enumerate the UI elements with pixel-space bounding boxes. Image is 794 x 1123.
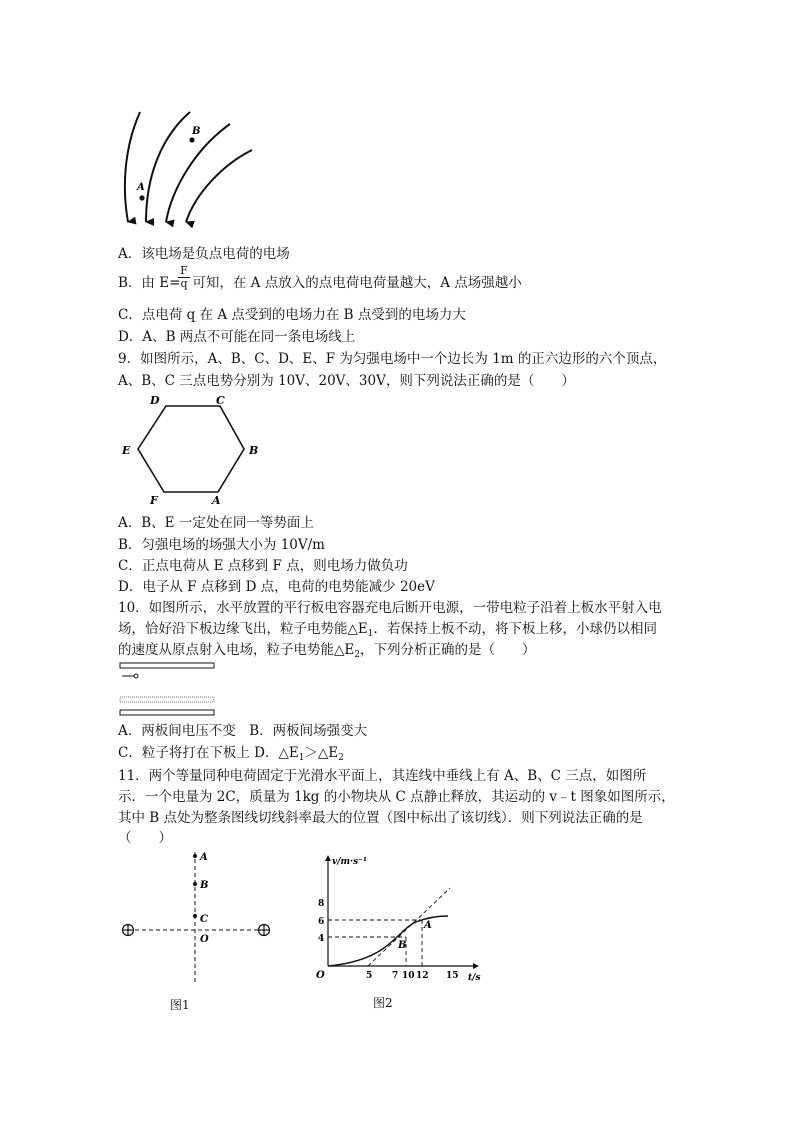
- point-a-label: A: [137, 182, 145, 193]
- fig1-label-b: B: [200, 880, 209, 891]
- field-line-2: [146, 112, 190, 222]
- q10-options-cd-mid: ＞△E: [304, 745, 339, 761]
- fig1-label-a: A: [200, 852, 208, 863]
- q10-stem-line-2-post: ．若保持上板不动，将下板上移，小球仍以相同: [373, 621, 657, 637]
- q10-options-ab: A．两板间电压不变 B．两板间场强变大: [118, 723, 368, 739]
- vertex-d-label: D: [150, 394, 160, 407]
- upper-plate: [120, 663, 214, 668]
- q8-formula-numerator: F: [178, 265, 190, 278]
- x-tick-5: 5: [366, 971, 373, 981]
- field-lines-figure: [112, 108, 262, 230]
- q10-options-cd: [118, 744, 344, 767]
- q9-option-a: A．B、E 一定处在同一等势面上: [118, 515, 314, 531]
- q11-stem-line-2: 示．一个电量为 2C，质量为 1kg 的小物块从 C 点静止释放，其运动的 v﹣t 图象如图所示，: [118, 789, 675, 805]
- vt-graph-figure: [310, 852, 490, 988]
- origin-label: O: [316, 970, 325, 981]
- field-line-1: [125, 112, 140, 222]
- hexagon-shape: [138, 406, 244, 492]
- q10-options-cd-sub1: 1: [298, 753, 305, 763]
- x-tick-7: 7: [392, 971, 399, 981]
- x-tick-15: 15: [446, 971, 459, 981]
- q10-stem-line-3-pre: 的速度从原点射入电场，粒子电势能△E: [118, 642, 355, 658]
- fig1-label-o: O: [200, 934, 209, 945]
- q10-delta-e2-sub: 2: [354, 650, 360, 660]
- q11-stem-line-4: （ ）: [118, 830, 172, 846]
- q8-option-c: C．点电荷 q 在 A 点受到的电场力在 B 点受到的电场力大: [118, 307, 466, 323]
- q9-stem-line-1: 9．如图所示，A、B、C、D、E、F 为匀强电场中一个边长为 1m 的正六边形的六个顶点，: [118, 351, 667, 367]
- point-b-label: B: [192, 126, 201, 137]
- q11-stem-line-1: 11．两个等量同种电荷固定于光滑水平面上，其连线中垂线上有 A、B、C 三点，如图所: [118, 768, 647, 784]
- y-axis-label: v/m·s⁻¹: [332, 857, 367, 867]
- capacitor-figure: [118, 660, 218, 720]
- point-a-label: A: [424, 920, 432, 931]
- lower-plate: [120, 710, 214, 715]
- q8-option-d: D．A、B 两点不可能在同一条电场线上: [118, 329, 356, 345]
- q9-option-c: C．正点电荷从 E 点移到 F 点，则电场力做负功: [118, 558, 408, 574]
- fig2-caption: 图2: [373, 996, 393, 1010]
- point-c-dot: [193, 914, 197, 918]
- q10-options-cd-sub2: 2: [338, 753, 344, 763]
- point-b-dot: [193, 882, 197, 886]
- q10-delta-e1-sub: 1: [367, 629, 374, 639]
- field-line-4: [186, 150, 252, 222]
- q8-option-b-pre: B．由 E=: [118, 275, 181, 291]
- fig1-caption: 图1: [170, 998, 190, 1012]
- left-charge-icon: [123, 925, 134, 936]
- particle-dot: [134, 674, 138, 678]
- y-tick-8: 8: [318, 899, 325, 909]
- vertex-b-label: B: [249, 444, 259, 457]
- q9-stem-line-2: A、B、C 三点电势分别为 10V、20V、30V，则下列说法正确的是（ ）: [118, 373, 575, 389]
- x-tick-12: 12: [416, 971, 429, 981]
- q10-options-cd-pre: C．粒子将打在下板上 D．△E: [118, 745, 299, 761]
- point-a-dot: [193, 854, 197, 858]
- hexagon-figure: [118, 392, 268, 508]
- q8-option-a: A．该电场是负点电荷的电场: [118, 246, 290, 262]
- q10-stem-line-2-pre: 场，恰好沿下板边缘飞出，粒子电势能△E: [118, 621, 368, 637]
- right-charge-icon: [259, 925, 270, 936]
- fig1-label-c: C: [200, 914, 208, 925]
- vertex-f-label: F: [150, 494, 158, 507]
- charges-figure: [116, 848, 276, 988]
- q11-stem-line-3: 其中 B 点处为整条图线切线斜率最大的位置（图中标出了该切线）．则下列说法正确的是: [118, 810, 643, 826]
- q10-stem-line-2: [118, 620, 657, 643]
- x-axis-label: t/s: [468, 973, 481, 983]
- vertex-a-label: A: [212, 494, 221, 507]
- moved-lower-plate: [120, 697, 214, 702]
- q9-option-b: B．匀强电场的场强大小为 10V/m: [118, 537, 325, 553]
- q10-stem-line-1: 10．如图所示，水平放置的平行板电容器充电后断开电源，一带电粒子沿着上板水平射入电: [118, 600, 662, 616]
- q8-formula-denominator: q: [180, 277, 188, 290]
- vertex-c-label: C: [216, 394, 225, 407]
- y-tick-6: 6: [318, 917, 325, 927]
- y-tick-4: 4: [318, 934, 325, 944]
- point-b-label: B: [398, 940, 407, 951]
- q9-option-d: D．电子从 F 点移到 D 点，电荷的电势能减少 20eV: [118, 579, 435, 595]
- vertex-e-label: E: [122, 444, 131, 457]
- q8-option-b-post: 可知，在 A 点放入的点电荷电荷量越大，A 点场强越小: [192, 275, 522, 291]
- point-b-dot: [189, 137, 194, 142]
- x-tick-10: 10: [402, 971, 415, 981]
- point-a-dot: [139, 195, 144, 200]
- q10-stem-line-3-post: ，下列分析正确的是（ ）: [359, 642, 536, 658]
- q8-formula-fraction: [178, 265, 190, 290]
